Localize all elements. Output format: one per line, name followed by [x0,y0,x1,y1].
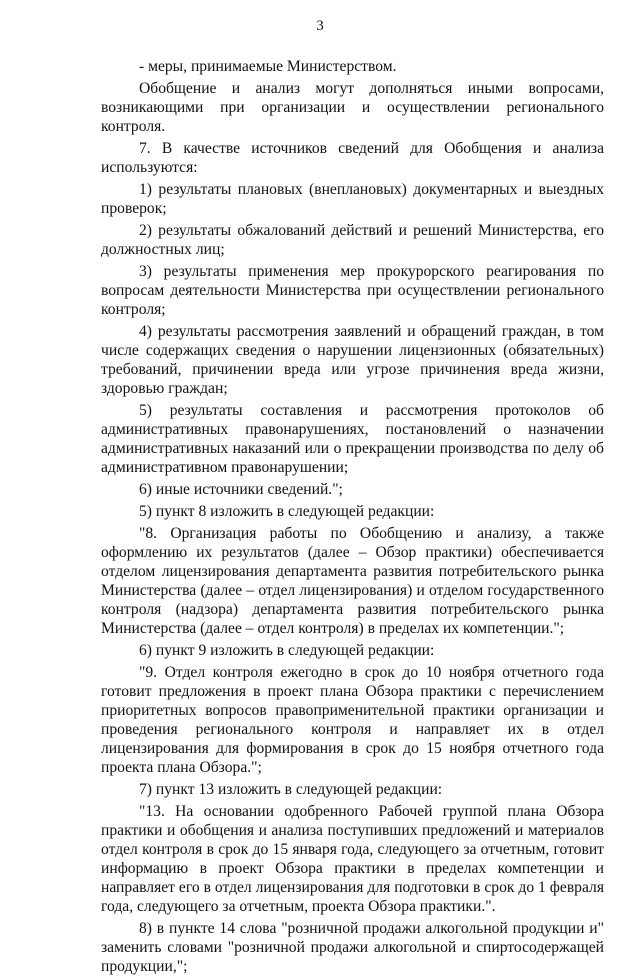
paragraph: 6) пункт 9 изложить в следующей редакции: [139,642,435,659]
paragraph: 4) результаты рассмотрения заявлений и обращений граждан, в том числе содержащих сведения о нарушении лицензионных (обязательных) требований, причинении вреда или угрозе причинения вреда жизни, здоровью граждан; [101,323,604,397]
paragraph: 7. В качестве источников сведений для Обобщения и анализа используются: [101,140,604,176]
paragraph: "9. Отдел контроля ежегодно в срок до 10 ноября отчетного года готовит предложения в проект плана Обзора практики с перечислением приоритетных вопросов правоприменительной практики организации и проведения регионального контроля и направляет их в отдел лицензирования для формирования в срок до 15 ноября отчетного года проекта плана Обзора."; [101,664,604,776]
paragraph: 1) результаты плановых (внеплановых) документарных и выездных проверок; [101,181,604,217]
document-body [101,57,604,976]
paragraph: 7) пункт 13 изложить в следующей редакции: [139,781,443,798]
page-number: 3 [316,18,324,34]
paragraph: 3) результаты применения мер прокурорского реагирования по вопросам деятельности Министерства при осуществлении регионального контроля; [101,263,604,318]
paragraph: "13. На основании одобренного Рабочей группой плана Обзора практики и обобщения и анализа поступивших предложений и материалов отдел контроля в срок до 15 января года, следующего за отчетным, готовит информацию в проект Обзора практики в пределах компетенции и направляет его в отдел лицензирования для подготовки в срок до 1 февраля года, следующего за отчетным, проекта Обзора практики.". [101,803,604,915]
paragraph: 6) иные источники сведений."; [139,481,343,498]
paragraph: 8) в пункте 14 слова "розничной продажи алкогольной продукции и" заменить словами "розничной продажи алкогольной и спиртосодержащей продукции,"; [101,920,604,975]
paragraph: 5) результаты составления и рассмотрения протоколов об административных правонарушениях, постановлений о назначении административных наказаний или о прекращении производства по делу об административном правонарушении; [101,402,604,476]
paragraph: "8. Организация работы по Обобщению и анализу, а также оформлению их результатов (далее – Обзор практики) обеспечивается отделом лицензирования департамента развития потребительского рынка Министерства (далее – отдел лицензирования) и отделом государственного контроля (надзора) департамента развития потребительского рынка Министерства (далее – отдел контроля) в пределах их компетенции."; [101,525,604,637]
paragraph: 5) пункт 8 изложить в следующей редакции: [139,503,435,520]
paragraph: 2) результаты обжалований действий и решений Министерства, его должностных лиц; [101,222,604,258]
paragraph: - меры, принимаемые Министерством. [139,58,397,75]
paragraph: Обобщение и анализ могут дополняться иными вопросами, возникающими при организации и осуществлении регионального контроля. [101,80,604,135]
